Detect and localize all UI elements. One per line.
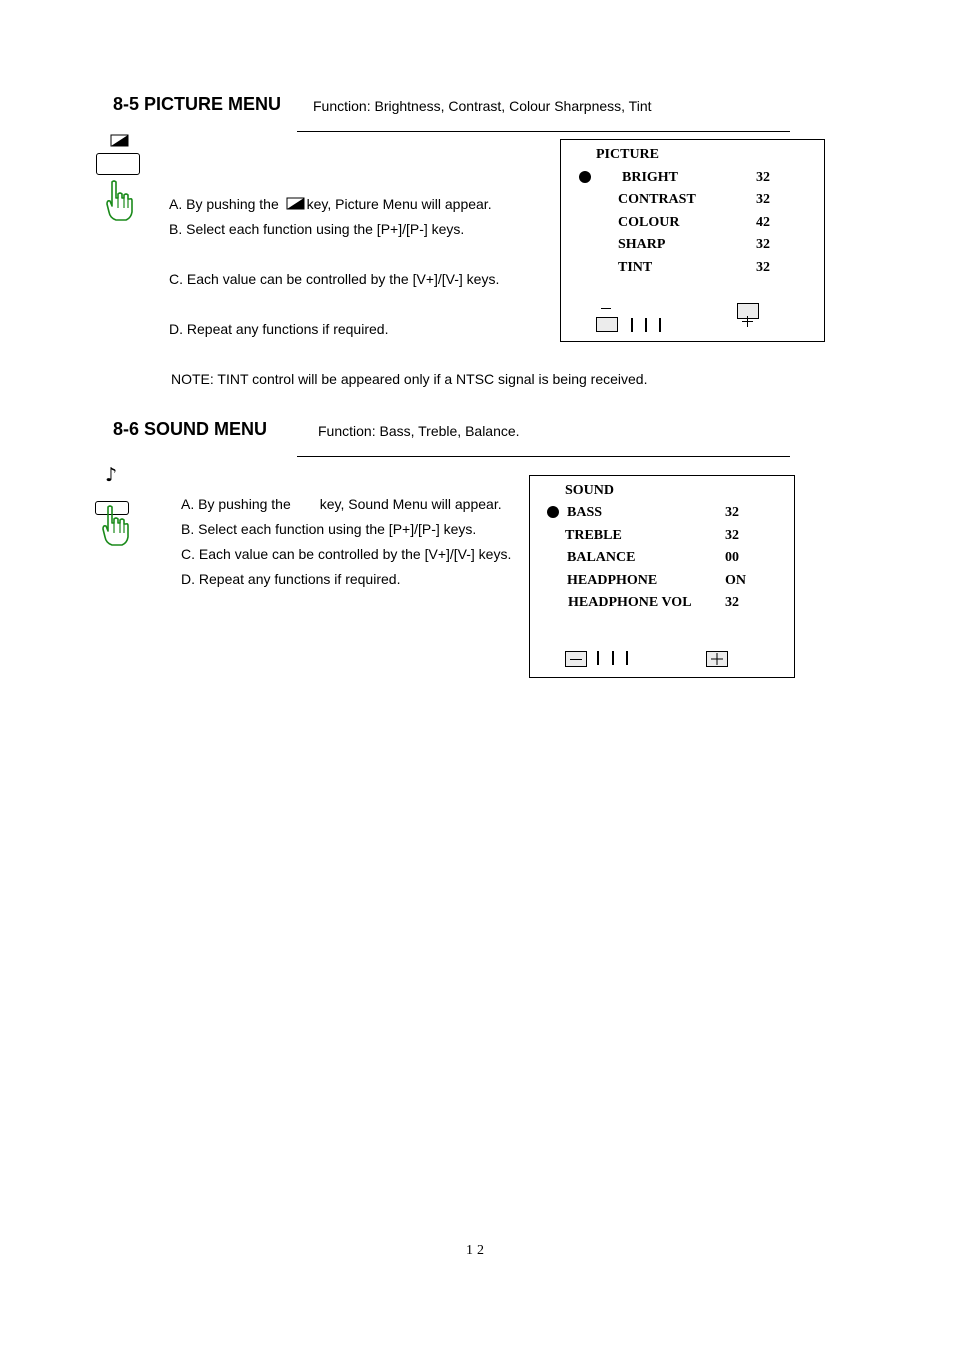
picture-key-icon: [110, 134, 130, 148]
level-bar: [626, 651, 628, 665]
menu-value-bright: 32: [756, 170, 770, 185]
level-bar: [645, 318, 647, 332]
sound-section-title: 8-6 SOUND MENU: [113, 419, 268, 439]
menu-item-bass[interactable]: BASS: [567, 505, 603, 520]
sound-menu-title: SOUND: [565, 483, 615, 498]
level-bar: [612, 651, 614, 665]
sound-step-c: C. Each value can be controlled by the [V+]/[V-] keys.: [181, 546, 512, 562]
menu-value-sharp: 32: [756, 237, 770, 252]
level-bar: [631, 318, 633, 332]
menu-item-tint[interactable]: TINT: [618, 260, 653, 275]
sound-menu-box: [529, 475, 795, 678]
hand-pointer-icon: [104, 180, 134, 222]
picture-menu-box: [560, 139, 825, 342]
picture-section-function: Function: Brightness, Contrast, Colour Sharpness, Tint: [313, 98, 652, 114]
menu-item-treble[interactable]: TREBLE: [565, 528, 622, 543]
sound-section-rule: [297, 456, 790, 457]
minus-key-button[interactable]: [596, 317, 618, 332]
picture-step-b: B. Select each function using the [P+]/[P-] keys.: [169, 221, 465, 237]
selected-bullet-icon: [547, 506, 559, 518]
picture-step-d: D. Repeat any functions if required.: [169, 321, 389, 337]
menu-item-bright[interactable]: BRIGHT: [622, 170, 679, 185]
picture-step-a: A. By pushing the key, Picture Menu will appear.: [169, 196, 492, 212]
selected-bullet-icon: [579, 171, 591, 183]
plus-icon: [711, 653, 723, 665]
menu-value-contrast: 32: [756, 192, 770, 207]
menu-item-headphone-vol[interactable]: HEADPHONE VOL: [568, 595, 692, 610]
picture-note: NOTE: TINT control will be appeared only if a NTSC signal is being received.: [171, 371, 648, 387]
picture-section-title: 8-5 PICTURE MENU: [113, 94, 282, 114]
menu-value-balance: 00: [725, 550, 739, 565]
page-number: 12: [466, 1243, 488, 1258]
picture-key-icon: [286, 197, 306, 210]
picture-section-rule: [297, 131, 790, 132]
minus-icon: [570, 659, 582, 660]
menu-value-treble: 32: [725, 528, 739, 543]
menu-value-headphone: ON: [725, 573, 746, 588]
sound-step-b: B. Select each function using the [P+]/[P-] keys.: [181, 521, 477, 537]
sound-section-function: Function: Bass, Treble, Balance.: [318, 423, 520, 439]
picture-menu-title: PICTURE: [596, 147, 660, 162]
menu-value-colour: 42: [756, 215, 770, 230]
menu-item-balance[interactable]: BALANCE: [567, 550, 636, 565]
menu-item-sharp[interactable]: SHARP: [618, 237, 666, 252]
menu-value-bass: 32: [725, 505, 739, 520]
sound-step-a: A. By pushing the key, Sound Menu will appear.: [181, 496, 502, 512]
menu-value-tint: 32: [756, 260, 770, 275]
hand-pointer-icon: [100, 505, 130, 547]
picture-key-button[interactable]: [96, 153, 140, 175]
menu-item-headphone[interactable]: HEADPHONE: [567, 573, 658, 588]
picture-step-c: C. Each value can be controlled by the [V+]/[V-] keys.: [169, 271, 500, 287]
sound-step-d: D. Repeat any functions if required.: [181, 571, 401, 587]
music-note-icon: ♪: [105, 464, 118, 486]
minus-icon: [601, 308, 611, 309]
menu-item-contrast[interactable]: CONTRAST: [618, 192, 696, 207]
level-bar: [597, 651, 599, 665]
level-bar: [659, 318, 661, 332]
plus-icon: [742, 316, 753, 327]
menu-item-colour[interactable]: COLOUR: [618, 215, 680, 230]
menu-value-headphone-vol: 32: [725, 595, 739, 610]
